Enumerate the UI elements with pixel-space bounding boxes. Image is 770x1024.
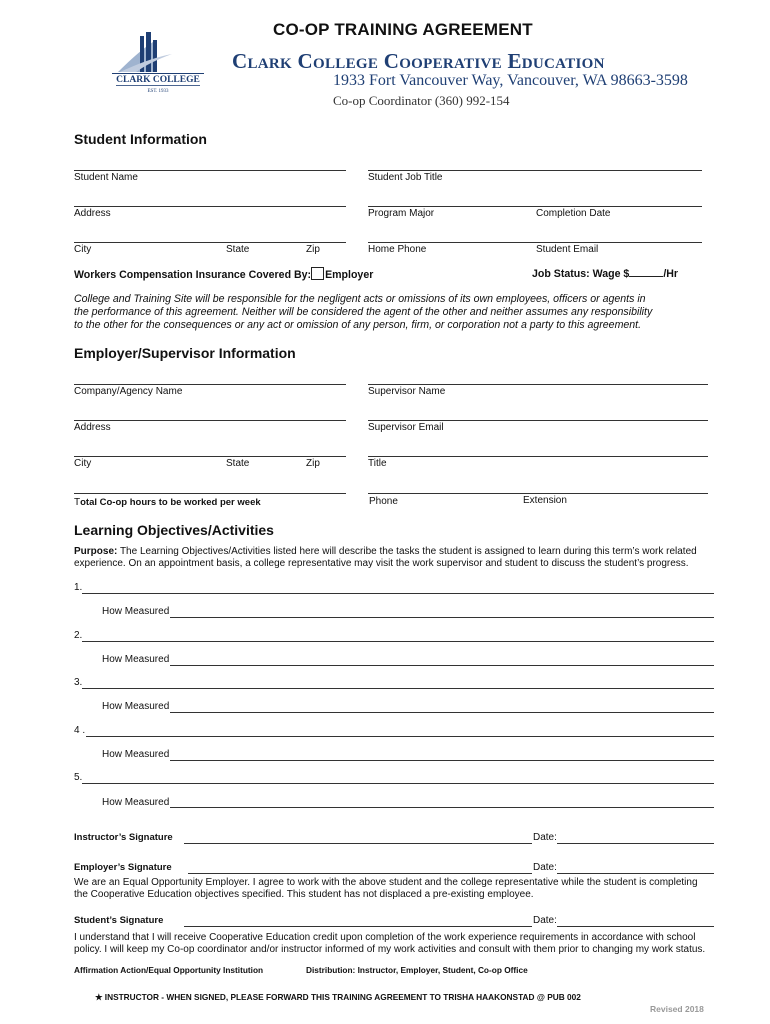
objective-number: 1. <box>74 582 83 593</box>
student-date-line[interactable] <box>557 926 714 927</box>
employer-zip-label: Zip <box>306 458 320 469</box>
employer-signature-line[interactable] <box>188 873 532 874</box>
employer-statement <box>74 877 724 901</box>
job-status-row <box>532 267 678 280</box>
company-name-line[interactable] <box>74 384 346 385</box>
employer-city-label: City <box>74 458 92 469</box>
student-section-heading: Student Information <box>74 131 207 147</box>
student-zip-label: Zip <box>306 244 320 255</box>
student-statement-1: I understand that I will receive Cooperative Education credit upon completion of the work experience requirements in accordance with school <box>74 932 696 943</box>
college-address: 1933 Fort Vancouver Way, Vancouver, WA 98663-3598 <box>333 72 688 89</box>
instructor-date-line[interactable] <box>557 843 714 844</box>
job-status-label: Job Status: Wage $ <box>532 268 630 280</box>
workers-comp-row <box>74 267 373 281</box>
how-measured-label: How Measured <box>102 606 170 617</box>
how-measured-line-1[interactable] <box>170 617 714 618</box>
objective-number: 3. <box>74 677 83 688</box>
objective-number: 5. <box>74 772 83 783</box>
student-statement-2: policy. I will keep my Co-op coordinator and/or instructor informed of my work activities and consult with them prior to changing my work status. <box>74 944 706 955</box>
student-email-label: Student Email <box>536 244 599 255</box>
employer-signature-label: Employer’s Signature <box>74 862 172 873</box>
student-date-label: Date: <box>533 915 557 926</box>
instructor-instruction <box>95 992 581 1002</box>
student-signature-label: Student’s Signature <box>74 915 164 926</box>
student-signature-line[interactable] <box>184 926 532 927</box>
objective-number: 4 . <box>74 725 86 736</box>
how-measured-label: How Measured <box>102 654 170 665</box>
objective-number: 2. <box>74 630 83 641</box>
purpose-text-2: experience. On an appointment basis, a college representative may visit the work supervisor and student to discuss the student’s progress. <box>74 558 689 569</box>
clark-college-logo <box>110 30 206 94</box>
page-title: CO-OP TRAINING AGREEMENT <box>273 20 533 39</box>
employer-statement-1: We are an Equal Opportunity Employer. I agree to work with the above student and the college representative while the student is completing <box>74 877 698 888</box>
objective-line-2[interactable] <box>82 641 714 642</box>
student-name-line[interactable] <box>74 170 346 171</box>
extension-label: Extension <box>523 495 567 506</box>
employer-statement-2: the Cooperative Education objectives specified. This student has not displaced a pre-existing employee. <box>74 889 534 900</box>
completion-date-label: Completion Date <box>536 208 611 219</box>
how-measured-line-3[interactable] <box>170 712 714 713</box>
student-statement <box>74 932 724 956</box>
objectives-section-heading: Learning Objectives/Activities <box>74 522 274 538</box>
per-hour-label: /Hr <box>663 268 679 280</box>
supervisor-name-line[interactable] <box>368 384 708 385</box>
purpose-label: Purpose: <box>74 546 118 557</box>
liability-line-3: to the other for the consequences or any act or omission of any person, firm, or corporation not a party to this agreement. <box>74 319 642 331</box>
revised-text: Revised 2018 <box>650 1004 704 1014</box>
supervisor-name-label: Supervisor Name <box>368 386 446 397</box>
affirmation-text: Affirmation Action/Equal Opportunity Institution <box>74 965 264 975</box>
college-name: Clark College Cooperative Education <box>232 49 605 73</box>
how-measured-line-4[interactable] <box>170 760 714 761</box>
student-city-label: City <box>74 244 92 255</box>
student-phone-email-line[interactable] <box>368 242 702 243</box>
student-state-label: State <box>226 244 250 255</box>
how-measured-label: How Measured <box>102 797 170 808</box>
supervisor-email-label: Supervisor Email <box>368 422 444 433</box>
program-completion-line[interactable] <box>368 206 702 207</box>
supervisor-title-line[interactable] <box>368 456 708 457</box>
wage-input[interactable] <box>629 267 663 277</box>
hours-per-week-line[interactable] <box>74 493 346 494</box>
employer-city-line[interactable] <box>74 456 346 457</box>
distribution-text: Distribution: Instructor, Employer, Student, Co-op Office <box>306 965 528 975</box>
student-job-title-label: Student Job Title <box>368 172 443 183</box>
purpose-paragraph <box>74 546 724 570</box>
employer-section-heading: Employer/Supervisor Information <box>74 345 296 361</box>
hours-rest-text: otal Co-op hours to be worked per week <box>80 497 261 508</box>
program-major-label: Program Major <box>368 208 435 219</box>
how-measured-line-2[interactable] <box>170 665 714 666</box>
instructor-date-label: Date: <box>533 832 557 843</box>
student-name-label: Student Name <box>74 172 138 183</box>
phone-extension-line[interactable] <box>368 493 708 494</box>
supervisor-phone-label: Phone <box>369 496 398 507</box>
how-measured-label: How Measured <box>102 749 170 760</box>
how-measured-label: How Measured <box>102 701 170 712</box>
student-address-line[interactable] <box>74 206 346 207</box>
star-icon: ★ <box>95 992 103 1002</box>
employer-state-label: State <box>226 458 250 469</box>
employer-address-line[interactable] <box>74 420 346 421</box>
company-name-label: Company/Agency Name <box>74 386 183 397</box>
liability-line-2: the performance of this agreement. Neither will be considered the agent of the other and neither assumes any responsibility <box>74 306 653 318</box>
objective-line-3[interactable] <box>82 688 714 689</box>
hours-per-week-label <box>74 497 261 508</box>
employer-date-label: Date: <box>533 862 557 873</box>
supervisor-email-line[interactable] <box>368 420 708 421</box>
employer-checkbox[interactable] <box>311 267 324 280</box>
home-phone-label: Home Phone <box>368 244 427 255</box>
instruction-text: INSTRUCTOR - WHEN SIGNED, PLEASE FORWARD THIS TRAINING AGREEMENT TO TRISHA HAAKONSTAD @ PUB 002 <box>104 992 581 1002</box>
student-job-title-line[interactable] <box>368 170 702 171</box>
instructor-signature-label: Instructor’s Signature <box>74 832 173 843</box>
hours-first-letter: T <box>74 497 81 508</box>
supervisor-title-label: Title <box>368 458 387 469</box>
instructor-signature-line[interactable] <box>184 843 532 844</box>
student-city-line[interactable] <box>74 242 346 243</box>
logo-est: EST. 1933 <box>147 89 169 94</box>
logo-text: CLARK COLLEGE <box>116 75 200 85</box>
employer-date-line[interactable] <box>557 873 714 874</box>
employer-option-label: Employer <box>325 269 374 281</box>
workers-comp-label: Workers Compensation Insurance Covered By: <box>74 269 312 281</box>
employer-address-label: Address <box>74 422 111 433</box>
liability-paragraph <box>74 293 714 332</box>
coordinator-phone: Co-op Coordinator (360) 992-154 <box>333 93 510 108</box>
liability-line-1: College and Training Site will be responsible for the negligent acts or omissions of its own employees, officers or agents in <box>74 293 646 305</box>
objective-line-5[interactable] <box>82 783 714 784</box>
objective-line-4[interactable] <box>86 736 714 737</box>
purpose-text-1: The Learning Objectives/Activities listed here will describe the tasks the student is assigned to learn during this term’s work related <box>117 546 697 557</box>
how-measured-line-5[interactable] <box>170 807 714 808</box>
student-address-label: Address <box>74 208 111 219</box>
objective-line-1[interactable] <box>82 593 714 594</box>
